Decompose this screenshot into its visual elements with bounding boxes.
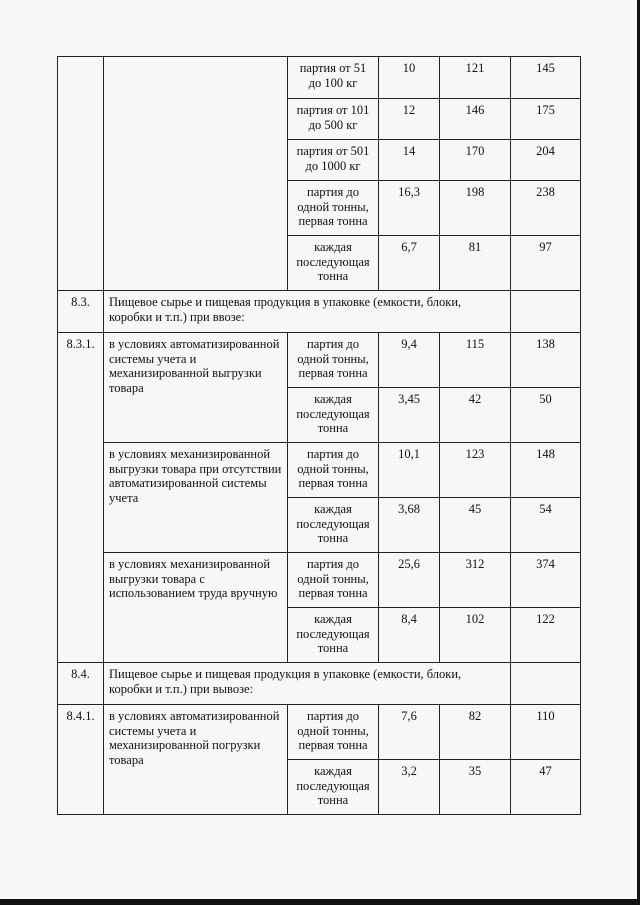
price-cell: 3,2 bbox=[379, 760, 440, 815]
unit-cell: партия от 501 до 1000 кг bbox=[288, 140, 379, 181]
item-description: в условиях автоматизированной системы учета и механизированной погрузки товара bbox=[104, 705, 288, 815]
price-cell: 204 bbox=[511, 140, 581, 181]
price-cell: 82 bbox=[440, 705, 511, 760]
price-cell: 14 bbox=[379, 140, 440, 181]
section-row bbox=[58, 663, 581, 705]
unit-cell: партия до одной тонны, первая тонна bbox=[288, 553, 379, 608]
price-cell: 238 bbox=[511, 181, 581, 236]
price-cell: 47 bbox=[511, 760, 581, 815]
table-row bbox=[58, 333, 581, 388]
price-cell: 115 bbox=[440, 333, 511, 388]
unit-cell: партия до одной тонны, первая тонна bbox=[288, 181, 379, 236]
price-cell: 102 bbox=[440, 608, 511, 663]
unit-cell: партия до одной тонны, первая тонна bbox=[288, 443, 379, 498]
price-cell: 121 bbox=[440, 57, 511, 99]
price-cell: 97 bbox=[511, 236, 581, 291]
price-cell: 45 bbox=[440, 498, 511, 553]
price-cell: 123 bbox=[440, 443, 511, 498]
unit-cell: каждая последующая тонна bbox=[288, 388, 379, 443]
price-cell: 6,7 bbox=[379, 236, 440, 291]
section-number: 8.3. bbox=[58, 291, 104, 333]
price-cell: 312 bbox=[440, 553, 511, 608]
unit-cell: каждая последующая тонна bbox=[288, 760, 379, 815]
section-title: Пищевое сырье и пищевая продукция в упаковке (емкости, блоки, коробки и т.п.) при вывозе: bbox=[104, 663, 511, 705]
unit-cell: каждая последующая тонна bbox=[288, 236, 379, 291]
page-edge bbox=[0, 899, 640, 905]
table-row bbox=[58, 553, 581, 608]
price-cell: 42 bbox=[440, 388, 511, 443]
price-cell: 175 bbox=[511, 99, 581, 140]
price-cell: 122 bbox=[511, 608, 581, 663]
empty-cell bbox=[511, 291, 581, 333]
table-row bbox=[58, 443, 581, 498]
price-cell: 10 bbox=[379, 57, 440, 99]
price-cell: 146 bbox=[440, 99, 511, 140]
tariff-table bbox=[57, 56, 581, 815]
section-number: 8.4. bbox=[58, 663, 104, 705]
price-cell: 16,3 bbox=[379, 181, 440, 236]
item-number: 8.3.1. bbox=[58, 333, 104, 663]
price-cell: 9,4 bbox=[379, 333, 440, 388]
price-cell: 110 bbox=[511, 705, 581, 760]
price-cell: 374 bbox=[511, 553, 581, 608]
unit-cell: каждая последующая тонна bbox=[288, 498, 379, 553]
price-cell: 10,1 bbox=[379, 443, 440, 498]
section-row bbox=[58, 291, 581, 333]
table-row bbox=[58, 57, 581, 99]
price-cell: 35 bbox=[440, 760, 511, 815]
item-number: 8.4.1. bbox=[58, 705, 104, 815]
price-cell: 170 bbox=[440, 140, 511, 181]
item-description: в условиях механизированной выгрузки товара при отсутствии автоматизированной системы учета bbox=[104, 443, 288, 553]
unit-cell: каждая последующая тонна bbox=[288, 608, 379, 663]
price-cell: 54 bbox=[511, 498, 581, 553]
desc-cell bbox=[104, 57, 288, 291]
price-cell: 148 bbox=[511, 443, 581, 498]
table-row bbox=[58, 705, 581, 760]
item-description: в условиях автоматизированной системы учета и механизированной выгрузки товара bbox=[104, 333, 288, 443]
price-cell: 198 bbox=[440, 181, 511, 236]
unit-cell: партия от 51 до 100 кг bbox=[288, 57, 379, 99]
num-cell bbox=[58, 57, 104, 291]
unit-cell: партия до одной тонны, первая тонна bbox=[288, 333, 379, 388]
price-cell: 145 bbox=[511, 57, 581, 99]
unit-cell: партия до одной тонны, первая тонна bbox=[288, 705, 379, 760]
price-cell: 50 bbox=[511, 388, 581, 443]
price-cell: 12 bbox=[379, 99, 440, 140]
unit-cell: партия от 101 до 500 кг bbox=[288, 99, 379, 140]
item-description: в условиях механизированной выгрузки товара с использованием труда вручную bbox=[104, 553, 288, 663]
price-cell: 81 bbox=[440, 236, 511, 291]
price-cell: 8,4 bbox=[379, 608, 440, 663]
price-cell: 3,45 bbox=[379, 388, 440, 443]
price-cell: 138 bbox=[511, 333, 581, 388]
section-title: Пищевое сырье и пищевая продукция в упаковке (емкости, блоки, коробки и т.п.) при ввозе: bbox=[104, 291, 511, 333]
price-cell: 7,6 bbox=[379, 705, 440, 760]
empty-cell bbox=[511, 663, 581, 705]
price-cell: 25,6 bbox=[379, 553, 440, 608]
price-cell: 3,68 bbox=[379, 498, 440, 553]
